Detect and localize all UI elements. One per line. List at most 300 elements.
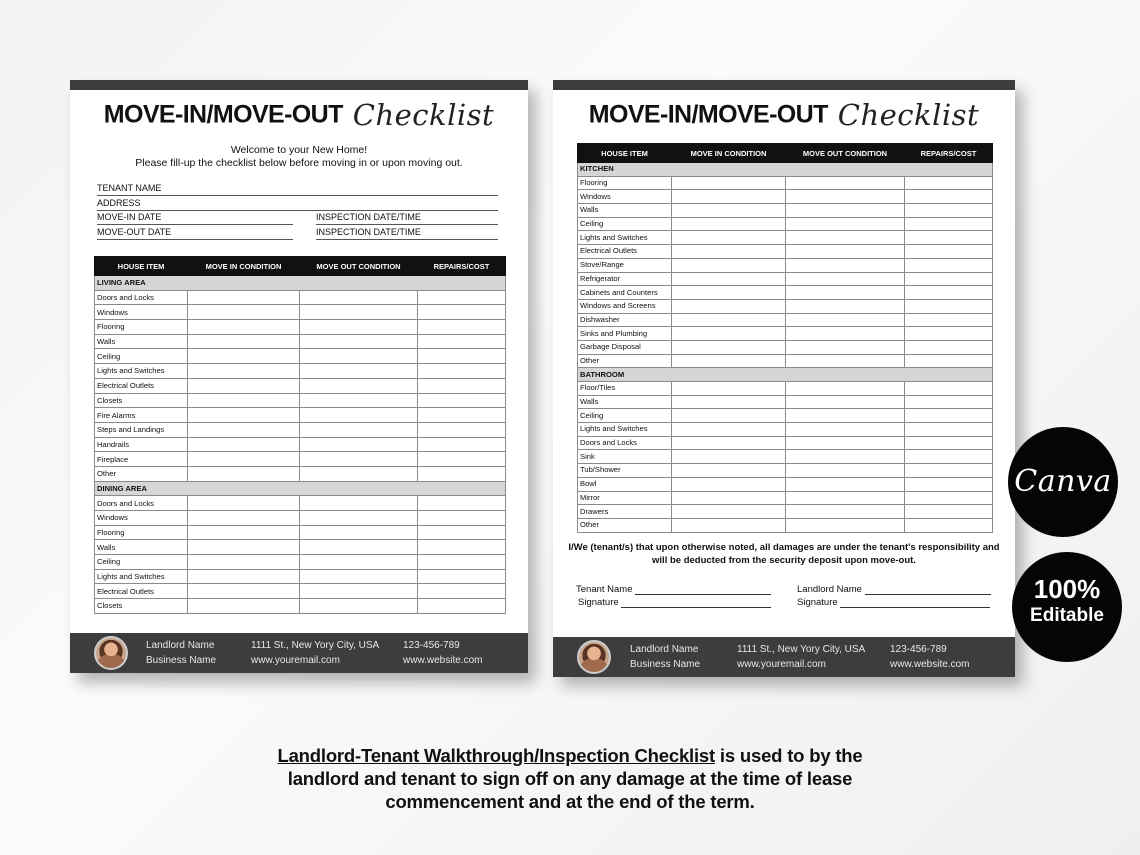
house-item-cell: Refrigerator [578, 272, 672, 286]
repairs-cost-cell[interactable] [418, 496, 506, 511]
repairs-cost-cell[interactable] [905, 464, 993, 478]
move-in-condition-cell[interactable] [188, 422, 300, 437]
table-row [578, 464, 993, 478]
house-item-cell: Dishwasher [578, 313, 672, 327]
move-in-condition-cell[interactable] [188, 349, 300, 364]
header-repairs: REPAIRS/COST [418, 257, 506, 276]
move-out-condition-cell[interactable] [786, 299, 905, 313]
house-item-cell: Windows [578, 190, 672, 204]
move-out-condition-cell[interactable] [300, 496, 418, 511]
house-item-cell: Ceiling [95, 555, 188, 570]
checklist-table [94, 256, 506, 614]
footer-email: www.youremail.com [737, 659, 826, 670]
footer-business: Business Name [146, 655, 217, 666]
table-row [578, 382, 993, 396]
section-title: KITCHEN [578, 163, 993, 177]
repairs-cost-cell[interactable] [418, 584, 506, 599]
move-out-condition-cell[interactable] [300, 511, 418, 526]
table-row [578, 217, 993, 231]
table-row [95, 496, 506, 511]
move-out-condition-cell[interactable] [786, 505, 905, 519]
move-out-condition-cell[interactable] [300, 378, 418, 393]
move-in-condition-cell[interactable] [672, 518, 786, 532]
footer-landlord: Landlord Name [146, 640, 215, 651]
move-in-condition-cell[interactable] [672, 286, 786, 300]
welcome-text [70, 144, 528, 170]
move-in-condition-cell[interactable] [188, 378, 300, 393]
title-script: Checklist [837, 98, 980, 132]
move-out-condition-cell[interactable] [300, 393, 418, 408]
repairs-cost-cell[interactable] [418, 437, 506, 452]
move-out-condition-cell[interactable] [786, 382, 905, 396]
repairs-cost-cell[interactable] [905, 505, 993, 519]
landlord-signature-label: Signature [797, 597, 838, 608]
table-row [578, 340, 993, 354]
house-item-cell: Ceiling [95, 349, 188, 364]
move-out-condition-cell[interactable] [300, 349, 418, 364]
house-item-cell: Other [578, 518, 672, 532]
house-item-cell: Handrails [95, 437, 188, 452]
house-item-cell: Cabinets and Counters [578, 286, 672, 300]
page-title [70, 98, 528, 132]
move-out-condition-cell[interactable] [786, 464, 905, 478]
move-out-condition-cell[interactable] [786, 395, 905, 409]
move-in-condition-cell[interactable] [188, 466, 300, 481]
table-row [95, 437, 506, 452]
table-row [95, 290, 506, 305]
table-row [95, 422, 506, 437]
move-in-condition-cell[interactable] [188, 290, 300, 305]
repairs-cost-cell[interactable] [418, 452, 506, 467]
house-item-cell: Other [578, 354, 672, 368]
footer-address: 1111 St., New Yory City, USA [251, 640, 380, 651]
house-item-cell: Doors and Locks [578, 436, 672, 450]
landlord-name-label: Landlord Name [797, 584, 862, 595]
move-in-condition-cell[interactable] [672, 464, 786, 478]
house-item-cell: Walls [578, 204, 672, 218]
statement-line-1: I/We (tenant/s) that upon otherwise noted, all damages are under the tenant's responsibility and [568, 542, 1000, 553]
move-out-condition-cell[interactable] [300, 364, 418, 379]
repairs-cost-cell[interactable] [418, 378, 506, 393]
caption-line-2: landlord and tenant to sign off on any damage at the time of lease [287, 768, 853, 789]
move-in-condition-cell[interactable] [672, 190, 786, 204]
table-row [578, 436, 993, 450]
move-out-condition-cell[interactable] [300, 320, 418, 335]
header-house-item: HOUSE ITEM [95, 257, 188, 276]
repairs-cost-cell[interactable] [905, 477, 993, 491]
house-item-cell: Ceiling [578, 217, 672, 231]
move-in-condition-cell[interactable] [672, 217, 786, 231]
table-row [95, 569, 506, 584]
caption-line-1 [150, 744, 990, 767]
footer-business: Business Name [630, 659, 701, 670]
tenant-name-signature-field[interactable] [576, 584, 771, 595]
address-field[interactable]: ADDRESS [97, 197, 498, 211]
header-move-out: MOVE OUT CONDITION [300, 257, 418, 276]
move-in-condition-cell[interactable] [672, 477, 786, 491]
table-row [578, 327, 993, 341]
repairs-cost-cell[interactable] [418, 511, 506, 526]
repairs-cost-cell[interactable] [905, 382, 993, 396]
house-item-cell: Flooring [578, 176, 672, 190]
repairs-cost-cell[interactable] [418, 540, 506, 555]
house-item-cell: Walls [95, 540, 188, 555]
repairs-cost-cell[interactable] [905, 395, 993, 409]
table-row [95, 408, 506, 423]
repairs-cost-cell[interactable] [418, 393, 506, 408]
repairs-cost-cell[interactable] [905, 258, 993, 272]
move-in-condition-cell[interactable] [188, 334, 300, 349]
house-item-cell: Doors and Locks [95, 496, 188, 511]
tenant-name-label: Tenant Name [576, 584, 633, 595]
repairs-cost-cell[interactable] [905, 245, 993, 259]
repairs-cost-cell[interactable] [905, 204, 993, 218]
title-main: MOVE-IN/MOVE-OUT [103, 100, 343, 129]
move-out-condition-cell[interactable] [786, 272, 905, 286]
repairs-cost-cell[interactable] [905, 491, 993, 505]
table-row [578, 245, 993, 259]
inspection-date-field-2[interactable]: INSPECTION DATE/TIME [316, 226, 498, 240]
house-item-cell: Walls [95, 334, 188, 349]
repairs-cost-cell[interactable] [905, 272, 993, 286]
section-header-row [95, 276, 506, 291]
move-out-condition-cell[interactable] [786, 313, 905, 327]
welcome-line-1: Welcome to your New Home! [230, 144, 368, 156]
table-header-row [578, 144, 993, 163]
checklist-page-right [553, 80, 1015, 676]
house-item-cell: Electrical Outlets [95, 378, 188, 393]
move-in-condition-cell[interactable] [672, 272, 786, 286]
move-in-condition-cell[interactable] [672, 299, 786, 313]
house-item-cell: Stove/Range [578, 258, 672, 272]
move-in-condition-cell[interactable] [672, 313, 786, 327]
table-row [578, 176, 993, 190]
table-row [578, 491, 993, 505]
table-row [95, 555, 506, 570]
table-row [578, 299, 993, 313]
move-in-condition-cell[interactable] [672, 409, 786, 423]
table-row [578, 272, 993, 286]
move-in-date-field[interactable]: MOVE-IN DATE [97, 211, 293, 225]
repairs-cost-cell[interactable] [418, 466, 506, 481]
table-row [578, 423, 993, 437]
move-in-condition-cell[interactable] [188, 496, 300, 511]
house-item-cell: Sink [578, 450, 672, 464]
repairs-cost-cell[interactable] [905, 286, 993, 300]
move-in-condition-cell[interactable] [672, 231, 786, 245]
move-out-condition-cell[interactable] [300, 466, 418, 481]
footer-landlord: Landlord Name [630, 644, 699, 655]
header-move-in: MOVE IN CONDITION [188, 257, 300, 276]
move-in-condition-cell[interactable] [188, 305, 300, 320]
house-item-cell: Lights and Switches [95, 364, 188, 379]
table-row [578, 258, 993, 272]
repairs-cost-cell[interactable] [418, 525, 506, 540]
table-row [95, 599, 506, 614]
footer-website: www.website.com [403, 655, 483, 666]
move-out-condition-cell[interactable] [300, 599, 418, 614]
move-in-condition-cell[interactable] [672, 176, 786, 190]
table-row [95, 320, 506, 335]
move-in-condition-cell[interactable] [188, 437, 300, 452]
house-item-cell: Ceiling [578, 409, 672, 423]
editable-percent: 100% [1033, 574, 1101, 604]
repairs-cost-cell[interactable] [905, 409, 993, 423]
move-in-condition-cell[interactable] [188, 364, 300, 379]
house-item-cell: Fireplace [95, 452, 188, 467]
table-row [578, 518, 993, 532]
table-body [95, 276, 506, 614]
house-item-cell: Lights and Switches [95, 569, 188, 584]
table-row [95, 393, 506, 408]
move-in-condition-cell[interactable] [672, 354, 786, 368]
move-out-condition-cell[interactable] [786, 190, 905, 204]
footer-phone: 123-456-789 [890, 644, 947, 655]
landlord-signature-field[interactable] [797, 597, 990, 608]
move-out-condition-cell[interactable] [300, 555, 418, 570]
caption-title: Landlord-Tenant Walkthrough/Inspection Checklist [277, 745, 715, 766]
repairs-cost-cell[interactable] [905, 299, 993, 313]
tenant-signature-field[interactable] [578, 597, 771, 608]
house-item-cell: Lights and Switches [578, 423, 672, 437]
repairs-cost-cell[interactable] [418, 364, 506, 379]
move-out-condition-cell[interactable] [786, 204, 905, 218]
repairs-cost-cell[interactable] [905, 450, 993, 464]
repairs-cost-cell[interactable] [418, 555, 506, 570]
canva-logo-text: Canva [1014, 464, 1112, 499]
table-row [578, 204, 993, 218]
move-out-condition-cell[interactable] [300, 437, 418, 452]
footer-website: www.website.com [890, 659, 970, 670]
header-repairs: REPAIRS/COST [905, 144, 993, 163]
landlord-name-signature-field[interactable] [797, 584, 991, 595]
table-header-row [95, 257, 506, 276]
section-header-row [95, 481, 506, 496]
table-row [578, 354, 993, 368]
footer-email: www.youremail.com [251, 655, 340, 666]
move-out-condition-cell[interactable] [300, 334, 418, 349]
repairs-cost-cell[interactable] [905, 190, 993, 204]
avatar [94, 636, 128, 670]
move-out-date-field[interactable]: MOVE-OUT DATE [97, 226, 293, 240]
move-in-condition-cell[interactable] [672, 436, 786, 450]
table-row [578, 409, 993, 423]
inspection-date-field-1[interactable]: INSPECTION DATE/TIME [316, 211, 498, 225]
footer-phone: 123-456-789 [403, 640, 460, 651]
repairs-cost-cell[interactable] [905, 327, 993, 341]
house-item-cell: Tub/Shower [578, 464, 672, 478]
move-out-condition-cell[interactable] [300, 422, 418, 437]
repairs-cost-cell[interactable] [905, 217, 993, 231]
table-row [578, 286, 993, 300]
move-out-condition-cell[interactable] [786, 477, 905, 491]
move-out-condition-cell[interactable] [300, 569, 418, 584]
table-row [95, 349, 506, 364]
move-in-condition-cell[interactable] [188, 599, 300, 614]
move-out-condition-cell[interactable] [786, 491, 905, 505]
house-item-cell: Doors and Locks [95, 290, 188, 305]
move-in-condition-cell[interactable] [672, 450, 786, 464]
table-row [95, 364, 506, 379]
move-in-condition-cell[interactable] [672, 245, 786, 259]
page-top-bar [553, 80, 1015, 90]
tenant-name-field[interactable]: TENANT NAME [97, 182, 498, 196]
header-move-out: MOVE OUT CONDITION [786, 144, 905, 163]
house-item-cell: Closets [95, 599, 188, 614]
move-out-condition-cell[interactable] [300, 305, 418, 320]
house-item-cell: Garbage Disposal [578, 340, 672, 354]
table-row [95, 525, 506, 540]
table-row [578, 505, 993, 519]
move-out-condition-cell[interactable] [300, 525, 418, 540]
repairs-cost-cell[interactable] [905, 354, 993, 368]
table-row [578, 395, 993, 409]
move-in-condition-cell[interactable] [188, 393, 300, 408]
repairs-cost-cell[interactable] [418, 599, 506, 614]
table-row [95, 466, 506, 481]
welcome-line-2: Please fill-up the checklist below before moving in or upon moving out. [135, 157, 463, 169]
move-in-condition-cell[interactable] [672, 382, 786, 396]
editable-label: Editable [1030, 605, 1104, 626]
move-out-condition-cell[interactable] [300, 290, 418, 305]
landlord-name-line[interactable] [865, 585, 991, 595]
move-out-condition-cell[interactable] [786, 450, 905, 464]
move-in-condition-cell[interactable] [188, 584, 300, 599]
footer-address: 1111 St., New Yory City, USA [737, 644, 866, 655]
repairs-cost-cell[interactable] [418, 422, 506, 437]
repairs-cost-cell[interactable] [905, 518, 993, 532]
tenant-signature-line[interactable] [621, 598, 771, 608]
section-header-row [578, 368, 993, 382]
repairs-cost-cell[interactable] [418, 334, 506, 349]
product-caption [150, 744, 990, 813]
table-body [578, 163, 993, 533]
house-item-cell: Steps and Landings [95, 422, 188, 437]
table-row [578, 477, 993, 491]
move-in-condition-cell[interactable] [672, 258, 786, 272]
house-item-cell: Closets [95, 393, 188, 408]
move-out-condition-cell[interactable] [786, 409, 905, 423]
move-in-condition-cell[interactable] [672, 327, 786, 341]
header-house-item: HOUSE ITEM [578, 144, 672, 163]
repairs-cost-cell[interactable] [905, 436, 993, 450]
repairs-cost-cell[interactable] [905, 231, 993, 245]
move-in-condition-cell[interactable] [672, 204, 786, 218]
header-move-in: MOVE IN CONDITION [672, 144, 786, 163]
canva-badge [1008, 427, 1118, 537]
move-out-condition-cell[interactable] [786, 231, 905, 245]
repairs-cost-cell[interactable] [418, 320, 506, 335]
move-out-condition-cell[interactable] [786, 217, 905, 231]
house-item-cell: Floor/Tiles [578, 382, 672, 396]
checklist-page-left [70, 80, 528, 673]
avatar [577, 640, 611, 674]
move-out-condition-cell[interactable] [786, 354, 905, 368]
section-title: LIVING AREA [95, 276, 506, 291]
section-title: DINING AREA [95, 481, 506, 496]
move-out-condition-cell[interactable] [786, 327, 905, 341]
move-in-condition-cell[interactable] [188, 408, 300, 423]
move-in-condition-cell[interactable] [188, 320, 300, 335]
repairs-cost-cell[interactable] [418, 305, 506, 320]
repairs-cost-cell[interactable] [418, 408, 506, 423]
move-in-condition-cell[interactable] [188, 511, 300, 526]
house-item-cell: Drawers [578, 505, 672, 519]
move-in-condition-cell[interactable] [672, 340, 786, 354]
move-in-condition-cell[interactable] [188, 452, 300, 467]
move-in-condition-cell[interactable] [188, 555, 300, 570]
move-in-condition-cell[interactable] [672, 395, 786, 409]
repairs-cost-cell[interactable] [905, 340, 993, 354]
move-out-condition-cell[interactable] [786, 518, 905, 532]
house-item-cell: Lights and Switches [578, 231, 672, 245]
move-out-condition-cell[interactable] [786, 423, 905, 437]
move-out-condition-cell[interactable] [300, 584, 418, 599]
title-main: MOVE-IN/MOVE-OUT [588, 100, 828, 129]
move-in-condition-cell[interactable] [672, 491, 786, 505]
tenant-signature-label: Signature [578, 597, 619, 608]
move-out-condition-cell[interactable] [786, 286, 905, 300]
move-out-condition-cell[interactable] [786, 245, 905, 259]
move-in-condition-cell[interactable] [188, 569, 300, 584]
tenant-name-line[interactable] [635, 585, 771, 595]
house-item-cell: Sinks and Plumbing [578, 327, 672, 341]
move-out-condition-cell[interactable] [300, 452, 418, 467]
page-top-bar [70, 80, 528, 90]
move-out-condition-cell[interactable] [786, 436, 905, 450]
move-out-condition-cell[interactable] [786, 176, 905, 190]
move-out-condition-cell[interactable] [786, 340, 905, 354]
table-row [95, 452, 506, 467]
house-item-cell: Flooring [95, 525, 188, 540]
house-item-cell: Flooring [95, 320, 188, 335]
house-item-cell: Windows and Screens [578, 299, 672, 313]
statement-line-2: will be deducted from the security deposit upon move-out. [652, 555, 916, 566]
table-row [578, 231, 993, 245]
table-row [95, 540, 506, 555]
repairs-cost-cell[interactable] [418, 569, 506, 584]
repairs-cost-cell[interactable] [905, 423, 993, 437]
move-out-condition-cell[interactable] [786, 258, 905, 272]
move-in-condition-cell[interactable] [672, 505, 786, 519]
caption-line-1-rest: is used to by the [714, 745, 863, 766]
landlord-signature-line[interactable] [840, 598, 990, 608]
table-row [95, 334, 506, 349]
house-item-cell: Electrical Outlets [578, 245, 672, 259]
editable-badge [1012, 552, 1122, 662]
move-out-condition-cell[interactable] [300, 540, 418, 555]
checklist-table [577, 143, 993, 533]
house-item-cell: Windows [95, 305, 188, 320]
table-row [578, 313, 993, 327]
move-in-condition-cell[interactable] [672, 423, 786, 437]
repairs-cost-cell[interactable] [905, 176, 993, 190]
move-out-condition-cell[interactable] [300, 408, 418, 423]
page-footer [70, 633, 528, 673]
table-row [578, 190, 993, 204]
repairs-cost-cell[interactable] [418, 290, 506, 305]
page-title [553, 98, 1015, 132]
move-in-condition-cell[interactable] [188, 540, 300, 555]
damage-statement [567, 541, 1001, 567]
repairs-cost-cell[interactable] [418, 349, 506, 364]
repairs-cost-cell[interactable] [905, 313, 993, 327]
table-row [578, 450, 993, 464]
house-item-cell: Walls [578, 395, 672, 409]
move-in-condition-cell[interactable] [188, 525, 300, 540]
caption-line-3: commencement and at the end of the term. [385, 791, 755, 812]
table-row [95, 305, 506, 320]
